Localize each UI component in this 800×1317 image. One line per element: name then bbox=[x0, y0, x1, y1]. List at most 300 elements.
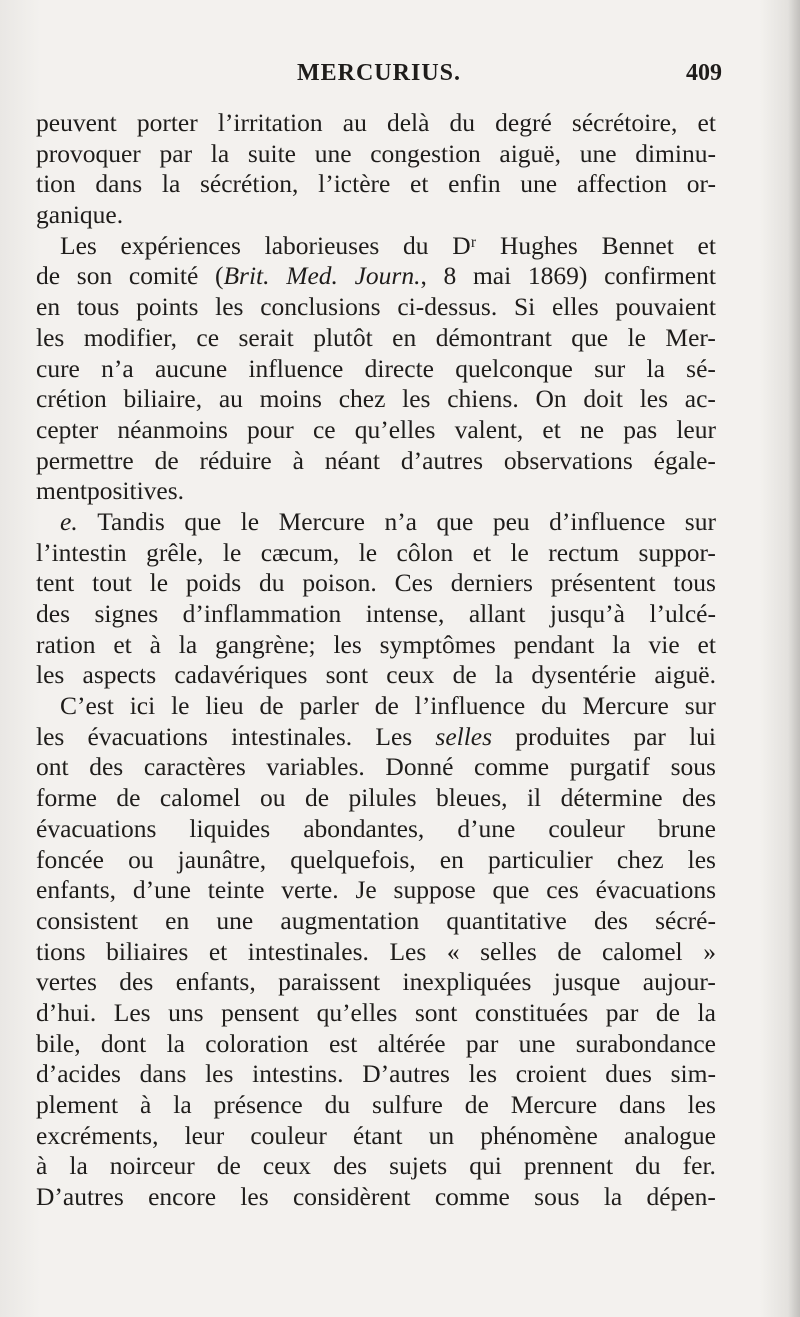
word: démontrant bbox=[435, 322, 552, 352]
word: signes bbox=[94, 599, 159, 628]
word: par bbox=[633, 721, 666, 751]
word: les bbox=[215, 292, 244, 322]
word: et bbox=[208, 936, 228, 966]
word: peu bbox=[492, 506, 530, 536]
word: particulier bbox=[487, 844, 593, 874]
word: à bbox=[36, 1151, 48, 1181]
text-line bbox=[36, 292, 716, 323]
word: il bbox=[526, 783, 542, 813]
word: une bbox=[520, 169, 558, 199]
word: de bbox=[452, 660, 477, 690]
word: intestinales. bbox=[247, 936, 369, 966]
word: croient bbox=[515, 1059, 587, 1089]
page-gutter-shadow bbox=[788, 0, 800, 1317]
word: couleur bbox=[250, 1120, 327, 1150]
word: or- bbox=[686, 169, 716, 199]
word: paraissent bbox=[278, 967, 381, 997]
word: observations bbox=[503, 445, 633, 475]
word: quantitative bbox=[446, 905, 567, 935]
word: et bbox=[542, 414, 561, 444]
word: tous bbox=[76, 292, 120, 322]
text-line bbox=[36, 415, 716, 446]
text-line bbox=[36, 139, 716, 170]
word: C’est bbox=[60, 691, 114, 721]
word: que bbox=[492, 875, 530, 905]
word: de bbox=[655, 997, 680, 1027]
word: la bbox=[166, 1028, 185, 1058]
word: calomel bbox=[159, 783, 241, 813]
text-line bbox=[36, 231, 716, 262]
word: pour bbox=[247, 414, 294, 444]
word: ont bbox=[36, 752, 69, 782]
word: Les bbox=[375, 721, 413, 751]
word: Je bbox=[355, 875, 377, 905]
word: affection bbox=[576, 169, 667, 199]
word: ne bbox=[579, 414, 605, 444]
word: Ces bbox=[394, 568, 433, 598]
word: vie bbox=[648, 629, 680, 659]
word: du bbox=[403, 230, 429, 260]
word: uns bbox=[168, 997, 204, 1027]
word: la bbox=[612, 629, 631, 659]
word: (Brit. bbox=[214, 261, 270, 291]
word: ce bbox=[312, 414, 336, 444]
word: Med. bbox=[286, 261, 338, 291]
word: le bbox=[358, 537, 378, 567]
word: caractères bbox=[143, 752, 246, 782]
word: cæcum, bbox=[260, 537, 340, 567]
word: les bbox=[639, 384, 669, 414]
word: aucune bbox=[154, 353, 228, 383]
word: de bbox=[557, 936, 582, 966]
text-line bbox=[36, 354, 716, 385]
word: du bbox=[541, 691, 567, 721]
word: positives. bbox=[87, 476, 185, 506]
word: au bbox=[342, 108, 367, 137]
word: à bbox=[292, 445, 304, 475]
word: biliaires bbox=[106, 936, 189, 966]
word: sur bbox=[684, 506, 716, 536]
word: et bbox=[697, 230, 716, 260]
word: points bbox=[136, 292, 199, 322]
word: des bbox=[89, 752, 124, 782]
word: en bbox=[165, 905, 190, 935]
word: fer. bbox=[682, 1151, 716, 1181]
word: considèrent bbox=[292, 1182, 411, 1212]
word: la bbox=[178, 629, 198, 659]
word: la bbox=[210, 138, 230, 168]
word: en bbox=[439, 844, 464, 874]
word: de bbox=[36, 261, 61, 291]
word: évacuations bbox=[87, 721, 208, 751]
word: d’une bbox=[457, 813, 516, 843]
word: allant bbox=[468, 599, 526, 628]
word: derniers bbox=[450, 568, 533, 598]
word: le bbox=[222, 537, 242, 567]
word: de bbox=[154, 445, 179, 475]
word: ici bbox=[129, 691, 156, 721]
text-line bbox=[36, 538, 716, 569]
word: coloration bbox=[205, 1028, 309, 1058]
word: congestion bbox=[370, 138, 481, 168]
word: aiguë. bbox=[654, 660, 716, 690]
word: les bbox=[687, 1090, 716, 1119]
word: sujets bbox=[389, 1151, 448, 1181]
text-line bbox=[36, 630, 716, 661]
word: mai bbox=[472, 261, 512, 291]
word: forme bbox=[36, 783, 97, 813]
text-line bbox=[36, 752, 716, 783]
word: présentent bbox=[550, 568, 656, 598]
word: les bbox=[205, 1059, 234, 1089]
word: produites bbox=[515, 721, 611, 751]
text-line bbox=[36, 323, 716, 354]
word: excréments, bbox=[36, 1120, 159, 1150]
word: néant bbox=[324, 445, 380, 475]
word: doit bbox=[583, 384, 623, 414]
word: détermine bbox=[560, 783, 663, 813]
word: 8 bbox=[443, 261, 457, 291]
text-line bbox=[36, 722, 716, 753]
word: surabondance bbox=[575, 1028, 716, 1058]
word: parler bbox=[299, 691, 359, 721]
word: ganique. bbox=[36, 200, 124, 230]
word: son bbox=[76, 261, 113, 291]
word: ces bbox=[546, 875, 579, 905]
word: plutôt bbox=[313, 322, 373, 352]
word: du bbox=[259, 568, 285, 598]
word: aujour- bbox=[642, 967, 716, 997]
word: l’influence bbox=[414, 691, 526, 721]
word: analogue bbox=[623, 1120, 716, 1150]
word: sont bbox=[414, 997, 458, 1027]
word: d’inflammation bbox=[182, 599, 342, 628]
page-header bbox=[36, 60, 722, 100]
word: l’intestin bbox=[36, 537, 127, 567]
word: ac- bbox=[684, 384, 716, 414]
word: suite bbox=[247, 138, 297, 168]
word: influence bbox=[248, 353, 344, 383]
word: est bbox=[328, 1028, 358, 1058]
word: e. bbox=[60, 506, 78, 536]
word: les bbox=[468, 1059, 497, 1089]
word: que bbox=[184, 506, 222, 536]
word: chez bbox=[616, 844, 664, 874]
word: intestins. bbox=[252, 1059, 344, 1089]
word: constituées bbox=[474, 997, 589, 1027]
word: une bbox=[216, 905, 254, 935]
word: de bbox=[216, 1151, 241, 1181]
word: phénomène bbox=[480, 1120, 598, 1150]
text-line bbox=[36, 691, 716, 722]
word: qui bbox=[469, 1151, 502, 1181]
word: qu’elles bbox=[316, 997, 398, 1027]
word: porter bbox=[136, 108, 198, 137]
word: néanmoins bbox=[117, 414, 228, 444]
word: enfin bbox=[448, 169, 501, 199]
word: dépen- bbox=[646, 1182, 716, 1212]
word: rectum bbox=[548, 537, 620, 567]
text-line bbox=[36, 568, 716, 599]
word: gangrène; bbox=[215, 629, 316, 659]
word: côlon bbox=[396, 537, 454, 567]
word: sur bbox=[594, 353, 626, 383]
text-line bbox=[36, 384, 716, 415]
word: moins bbox=[259, 384, 322, 414]
word: jusqu’à bbox=[549, 599, 625, 628]
word: sulfure bbox=[372, 1090, 443, 1119]
word: selles bbox=[480, 936, 537, 966]
word: selles bbox=[435, 721, 493, 751]
word: Les bbox=[389, 936, 427, 966]
text-line bbox=[36, 261, 716, 292]
word: étant bbox=[352, 1120, 403, 1150]
word: d’acides bbox=[36, 1059, 121, 1089]
word: les bbox=[333, 629, 362, 659]
word: leur bbox=[676, 414, 716, 444]
word: chez bbox=[338, 384, 386, 414]
word: cadavériques bbox=[174, 660, 308, 690]
word: elles bbox=[551, 292, 599, 322]
word: « bbox=[446, 936, 460, 966]
word: de bbox=[305, 783, 330, 813]
page-number: 409 bbox=[686, 60, 722, 86]
word: chiens. bbox=[447, 384, 519, 414]
word: D’autres bbox=[36, 1182, 124, 1212]
word: la bbox=[161, 169, 181, 199]
text-line bbox=[36, 507, 716, 538]
word: sim- bbox=[670, 1059, 716, 1089]
word: Tandis bbox=[97, 506, 165, 536]
word: la bbox=[646, 353, 665, 383]
word: enfants, bbox=[175, 967, 256, 997]
word: lui bbox=[689, 721, 716, 751]
word: pouvaient bbox=[615, 292, 716, 322]
text-line bbox=[36, 1029, 716, 1060]
word: égale- bbox=[653, 445, 716, 475]
word: du bbox=[635, 1151, 661, 1181]
word: encore bbox=[148, 1182, 217, 1212]
word: Si bbox=[513, 292, 536, 322]
word: d’influence bbox=[549, 506, 666, 536]
text-line bbox=[36, 814, 716, 845]
word: suppor- bbox=[638, 537, 716, 567]
word: teinte bbox=[207, 875, 265, 905]
word: en bbox=[392, 322, 417, 352]
word: et bbox=[410, 169, 429, 199]
word: des bbox=[593, 905, 628, 935]
text-line bbox=[36, 169, 716, 200]
word: enfants, bbox=[36, 875, 117, 905]
word: dont bbox=[100, 1028, 147, 1058]
word: Les bbox=[113, 997, 151, 1027]
word: présence bbox=[213, 1090, 303, 1119]
word: ou bbox=[128, 844, 154, 874]
word: tion bbox=[36, 169, 76, 199]
word: tous bbox=[673, 568, 716, 598]
word: calomel bbox=[601, 936, 683, 966]
word: dans bbox=[618, 1090, 666, 1119]
word: consistent bbox=[36, 905, 138, 935]
running-title: MERCURIUS. bbox=[296, 60, 461, 86]
text-line bbox=[36, 1090, 716, 1121]
text-line bbox=[36, 937, 716, 968]
word: tions bbox=[36, 936, 86, 966]
word: poison. bbox=[302, 568, 377, 598]
word: qu’elles bbox=[354, 414, 436, 444]
word: conclusions bbox=[260, 292, 381, 322]
word: Mercure bbox=[278, 506, 365, 536]
word: serait bbox=[238, 322, 294, 352]
word: sécrétion, bbox=[199, 169, 299, 199]
word: grêle, bbox=[146, 537, 204, 567]
word: que bbox=[571, 322, 609, 352]
word: confirment bbox=[604, 261, 716, 291]
word: symptômes bbox=[379, 629, 496, 659]
word: des bbox=[119, 967, 154, 997]
word: jusque bbox=[553, 967, 621, 997]
word: de bbox=[259, 691, 284, 721]
text-line bbox=[36, 845, 716, 876]
word: sous bbox=[670, 752, 716, 782]
word: lieu bbox=[205, 691, 244, 721]
text-line bbox=[36, 1059, 716, 1090]
word: comme bbox=[434, 1182, 510, 1212]
word: sécrétoire, bbox=[571, 108, 678, 137]
word: bile, bbox=[36, 1028, 81, 1058]
word: du bbox=[324, 1090, 351, 1119]
word: le bbox=[627, 322, 646, 352]
text-line bbox=[36, 108, 716, 139]
word: Hughes bbox=[499, 230, 578, 260]
word: pas bbox=[623, 414, 658, 444]
word: de bbox=[464, 1090, 489, 1119]
text-line bbox=[36, 660, 716, 691]
word: diminu- bbox=[635, 138, 716, 168]
word: variables. bbox=[266, 752, 365, 782]
text-line bbox=[36, 476, 716, 507]
word: sé- bbox=[686, 353, 716, 383]
word: en bbox=[36, 292, 61, 322]
word: quelquefois, bbox=[290, 844, 416, 874]
word: sur bbox=[684, 691, 716, 721]
word: l’ulcé- bbox=[649, 599, 716, 628]
word: D’autres bbox=[362, 1059, 450, 1089]
word: permettre bbox=[36, 445, 134, 475]
word: foncée bbox=[36, 844, 104, 874]
word: Mercure bbox=[582, 691, 669, 721]
word: prennent bbox=[523, 1151, 614, 1181]
word: des bbox=[333, 1151, 368, 1181]
word: le bbox=[510, 537, 529, 567]
word: des bbox=[36, 599, 70, 628]
word: valent, bbox=[454, 414, 524, 444]
word: brune bbox=[657, 813, 716, 843]
word: dans bbox=[139, 1059, 187, 1089]
word: de bbox=[116, 783, 141, 813]
word: Journ., bbox=[354, 261, 427, 291]
word: ci-dessus. bbox=[397, 292, 498, 322]
word: 1869) bbox=[527, 261, 588, 291]
word: les bbox=[402, 384, 431, 414]
word: la bbox=[494, 660, 514, 690]
word: n’a bbox=[101, 353, 134, 383]
word: purgatif bbox=[569, 752, 650, 782]
text-line bbox=[36, 1151, 716, 1182]
text-line bbox=[36, 783, 716, 814]
word: une bbox=[314, 138, 352, 168]
word: bleues, bbox=[435, 783, 508, 813]
word: sont bbox=[325, 660, 369, 690]
word: d’hui. bbox=[36, 997, 97, 1027]
word: et bbox=[697, 108, 716, 137]
word: plement bbox=[36, 1090, 119, 1119]
word: d’autres bbox=[400, 445, 483, 475]
word: modifier, bbox=[83, 322, 177, 352]
word: directe bbox=[364, 353, 434, 383]
word: inexpliquées bbox=[402, 967, 532, 997]
word: peuvent bbox=[36, 108, 117, 137]
word: dans bbox=[95, 169, 143, 199]
word: les bbox=[36, 721, 65, 751]
text-line bbox=[36, 967, 716, 998]
word: ceux bbox=[262, 1151, 312, 1181]
word: la bbox=[69, 1151, 88, 1181]
word: ce bbox=[196, 322, 220, 352]
word: dues bbox=[605, 1059, 652, 1089]
word: de bbox=[374, 691, 399, 721]
word: réduire bbox=[199, 445, 272, 475]
word: aiguë, bbox=[499, 138, 561, 168]
word: un bbox=[428, 1120, 455, 1150]
word: Mercure bbox=[510, 1090, 598, 1119]
word: intense, bbox=[365, 599, 445, 628]
word: suppose bbox=[393, 875, 476, 905]
word: l’ictère bbox=[318, 169, 391, 199]
word: à bbox=[149, 629, 161, 659]
word: augmentation bbox=[280, 905, 420, 935]
word: laborieuses bbox=[264, 230, 380, 260]
word: par bbox=[465, 1028, 499, 1058]
text-line bbox=[36, 1182, 716, 1213]
word: par bbox=[159, 138, 193, 168]
word: vertes bbox=[36, 967, 97, 997]
word: biliaire, bbox=[123, 384, 203, 414]
word: n’a bbox=[384, 506, 417, 536]
word: comme bbox=[474, 752, 550, 782]
word: pensent bbox=[221, 997, 300, 1027]
word: noirceur bbox=[109, 1151, 195, 1181]
word: Les bbox=[60, 230, 97, 260]
word: par bbox=[605, 997, 639, 1027]
word: » bbox=[703, 936, 716, 966]
text-line bbox=[36, 906, 716, 937]
word: abondantes, bbox=[303, 813, 425, 843]
word: verte. bbox=[281, 875, 339, 905]
word: crétion bbox=[36, 384, 107, 414]
word: la bbox=[603, 1182, 623, 1212]
word: la bbox=[173, 1090, 192, 1119]
word: Donné bbox=[385, 752, 454, 782]
word: à bbox=[140, 1090, 152, 1119]
word: que bbox=[436, 506, 474, 536]
word: et bbox=[113, 629, 132, 659]
word: dysentérie bbox=[531, 660, 637, 690]
text-line bbox=[36, 200, 716, 231]
word: comité bbox=[128, 261, 199, 291]
word: et bbox=[697, 629, 716, 659]
word: le bbox=[149, 568, 169, 598]
